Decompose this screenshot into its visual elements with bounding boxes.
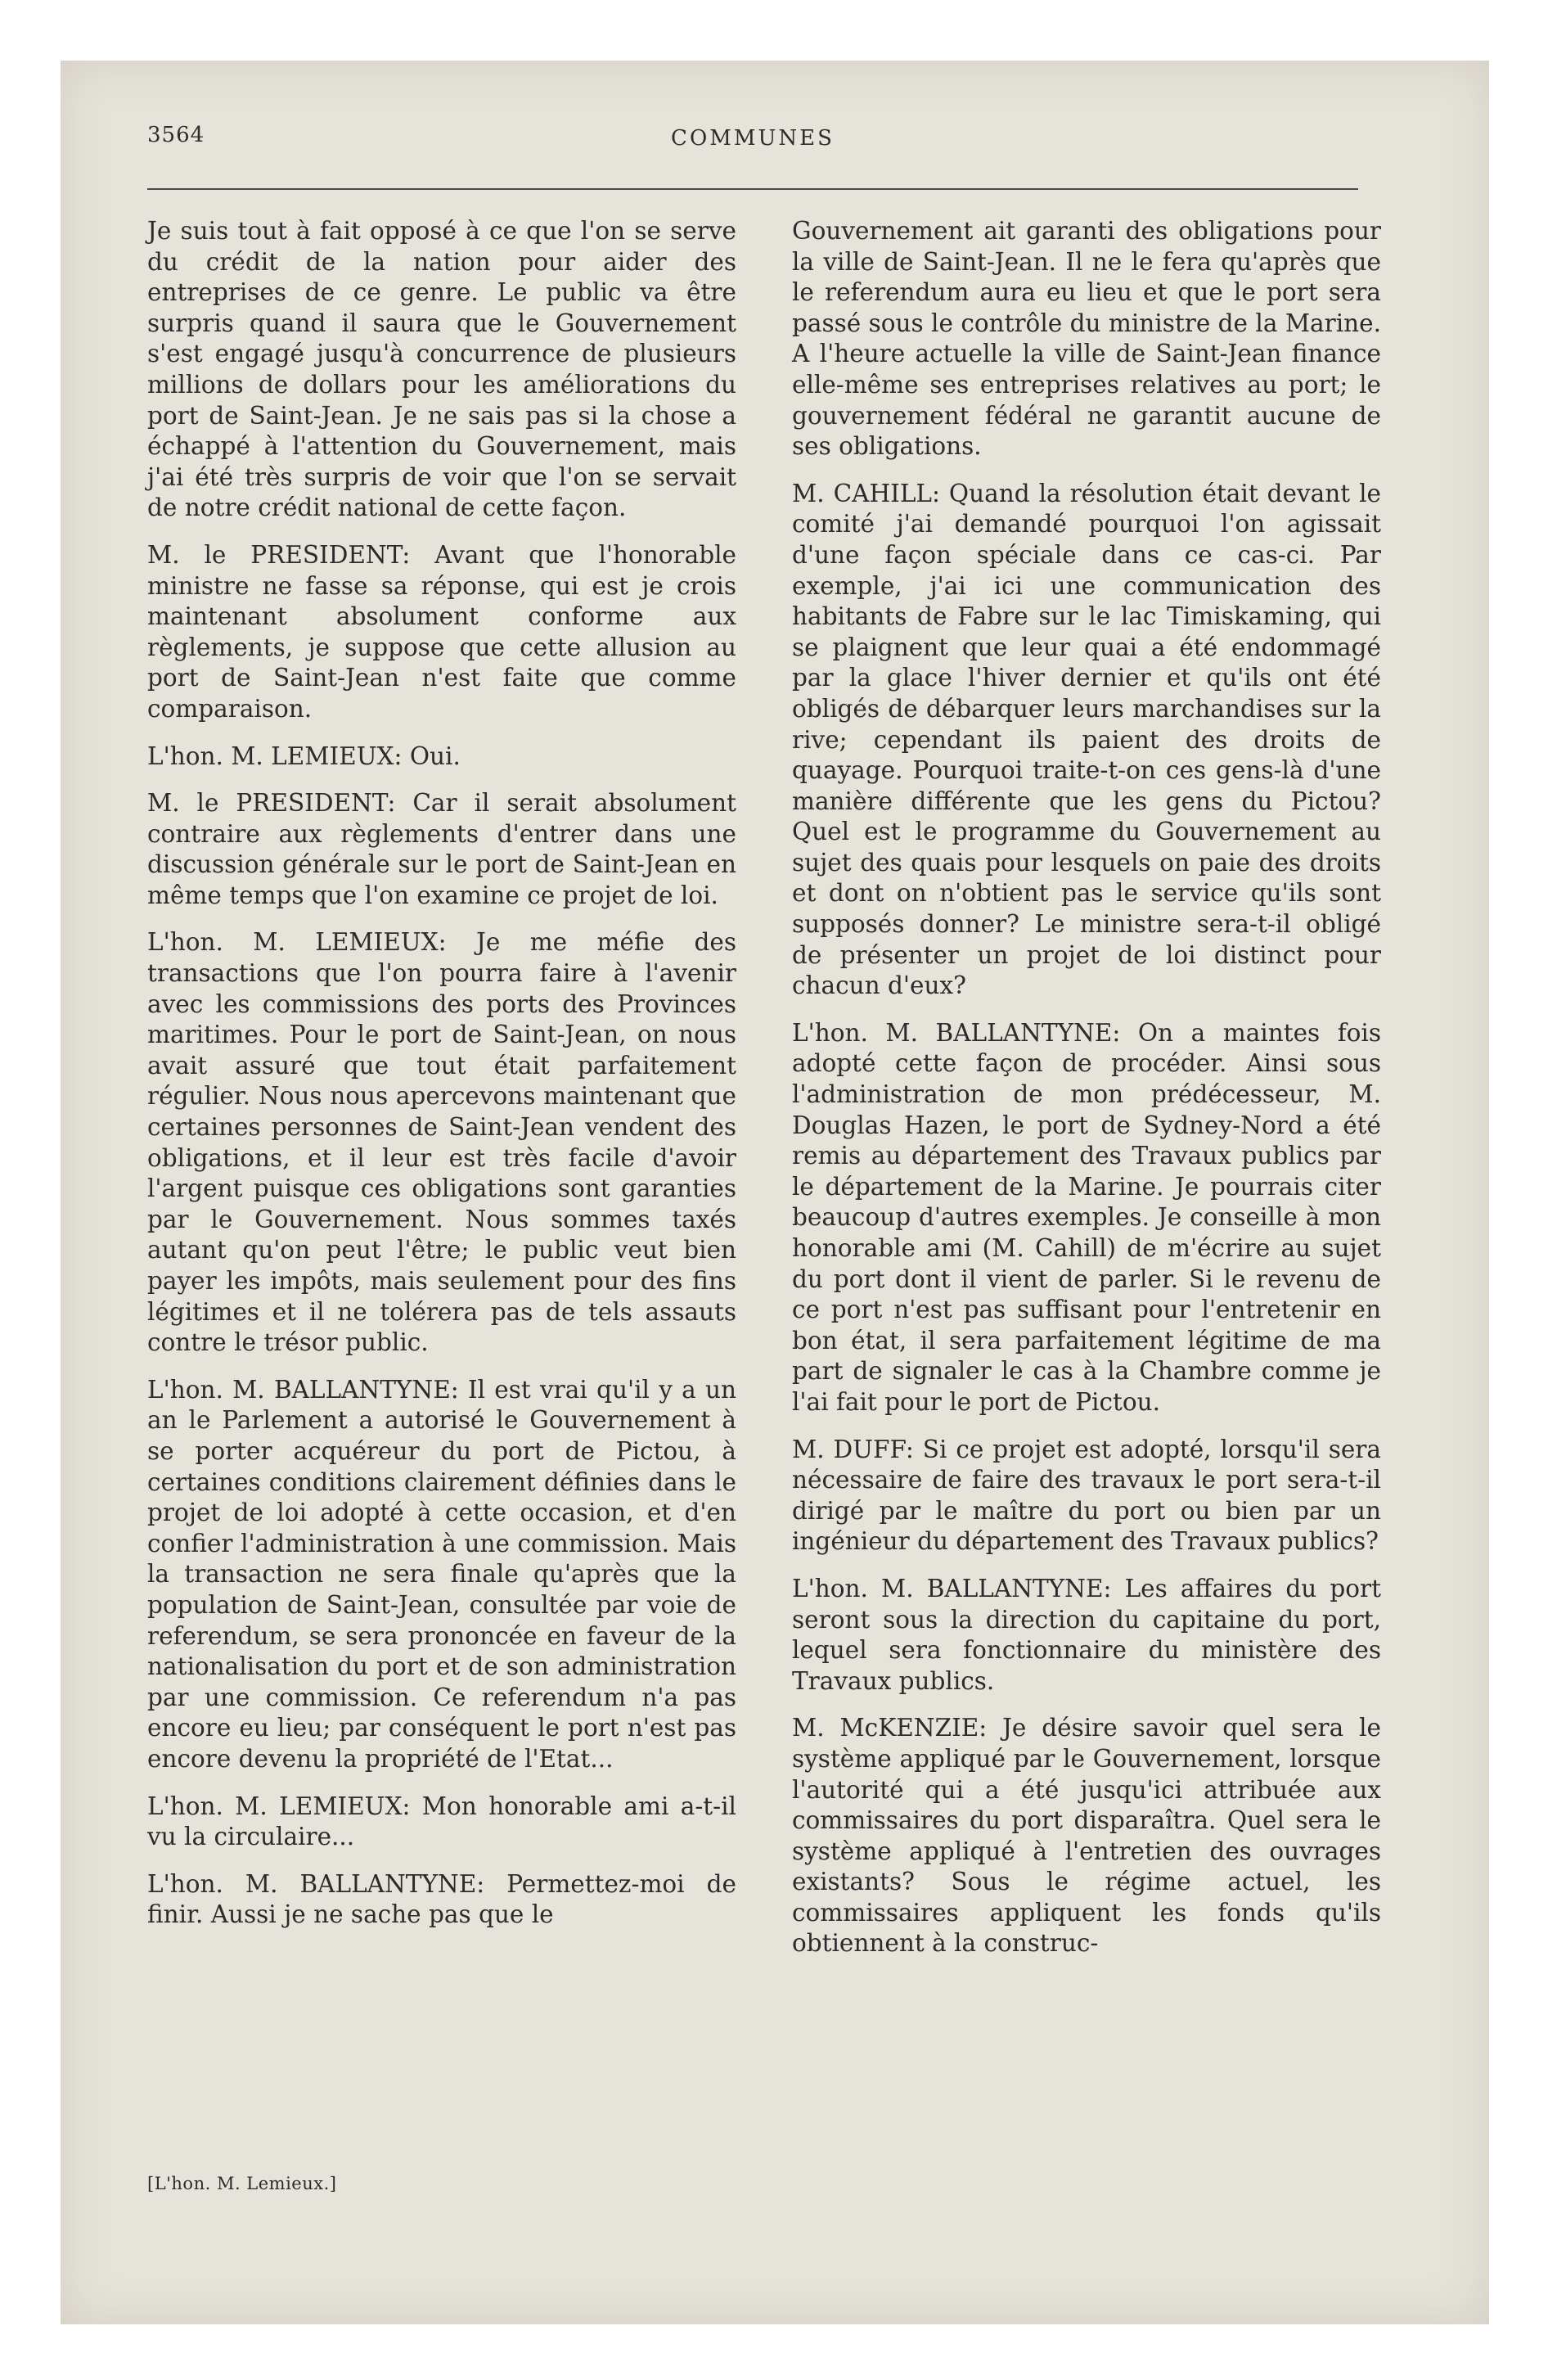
paragraph: M. le PRESIDENT: Car il serait absolument contraire aux règlements d'entrer dans une discussion générale sur le port de Saint-Jean en même temps que l'on examine ce projet de loi. [147,789,736,909]
page-header [147,123,1358,159]
paragraph: L'hon. M. LEMIEUX: Je me méfie des transactions que l'on pourra faire à l'avenir avec les commissions des ports des Provinces maritimes. Pour le port de Saint-Jean, on nous avait assuré que tout était parfaitement régulier. Nous nous apercevons maintenant que certaines personnes de Saint-Jean vendent des obligations, et il leur est très facile d'avoir l'argent puisque ces obligations sont garanties par le Gouvernement. Nous sommes taxés autant qu'on peut l'être; le public veut bien payer les impôts, mais seulement pour des fins légitimes et il ne tolérera pas de tels assauts contre le trésor public. [147,928,736,1357]
paragraph: M. DUFF: Si ce projet est adopté, lorsqu'il sera nécessaire de faire des travaux le port sera-t-il dirigé par le maître du port ou bien par un ingénieur du département des Travaux publics? [792,1435,1381,1556]
paragraph: L'hon. M. BALLANTYNE: On a maintes fois adopté cette façon de procéder. Ainsi sous l'administration de mon prédécesseur, M. Douglas Hazen, le port de Sydney-Nord a été remis au département des Travaux publics par le département de la Marine. Je pourrais citer beaucoup d'autres exemples. Je conseille à mon honorable ami (M. Cahill) de m'écrire au sujet du port dont il vient de parler. Si le revenu de ce port n'est pas suffisant pour l'entretenir en bon état, il sera parfaitement légitime de ma part de signaler le cas à la Chambre comme je l'ai fait pour le port de Pictou. [792,1018,1381,1416]
paragraph: L'hon. M. BALLANTYNE: Les affaires du port seront sous la direction du capitaine du port, lequel sera fonctionnaire du ministère des Travaux publics. [792,1574,1381,1695]
paragraph: M. le PRESIDENT: Avant que l'honorable ministre ne fasse sa réponse, qui est je crois maintenant absolument conforme aux règlements, je suppose que cette allusion au port de Saint-Jean n'est faite que comme comparaison. [147,540,736,723]
paragraph: M. McKENZIE: Je désire savoir quel sera le système appliqué par le Gouvernement, lorsque l'autorité qui a été jusqu'ici attribuée aux commissaires du port disparaîtra. Quel sera le système appliqué à l'entretien des ouvrages existants? Sous le régime actuel, les commissaires appliquent les fonds qu'ils obtiennent à la construc- [792,1714,1381,1958]
paragraph: Je suis tout à fait opposé à ce que l'on se serve du crédit de la nation pour aider des entreprises de ce genre. Le public va être surpris quand il saura que le Gouvernement s'est engagé jusqu'à concurrence de plusieurs millions de dollars pour les améliorations du port de Saint-Jean. Je ne sais pas si la chose a échappé à l'attention du Gouvernement, mais j'ai été très surpris de voir que l'on se servait de notre crédit national de cette façon. [147,217,736,522]
paragraph: Gouvernement ait garanti des obligations pour la ville de Saint-Jean. Il ne le fera qu'après que le referendum aura eu lieu et que le port sera passé sous le contrôle du ministre de la Marine. A l'heure actuelle la ville de Saint-Jean finance elle-même ses entreprises relatives au port; le gouvernement fédéral ne garantit aucune de ses obligations. [792,217,1381,461]
right-column [792,216,1381,1976]
header-rule [147,188,1358,190]
left-column [147,216,736,1947]
paragraph: M. CAHILL: Quand la résolution était devant le comité j'ai demandé pourquoi l'on agissait d'une façon spéciale dans ce cas-ci. Par exemple, j'ai ici une communication des habitants de Fabre sur le lac Timiskaming, qui se plaignent que leur quai a été endommagé par la glace l'hiver dernier et qu'ils ont été obligés de débarquer leurs marchandises sur la rive; cependant ils paient des droits de quayage. Pourquoi traite-t-on ces gens-là d'une manière différente que les gens du Pictou? Quel est le programme du Gouvernement au sujet des quais pour lesquels on paie des droits et dont on n'obtient pas le service qu'ils sont supposés donner? Le ministre sera-t-il obligé de présenter un projet de loi distinct pour chacun d'eux? [792,479,1381,1000]
paragraph: L'hon. M. LEMIEUX: Oui. [147,741,461,770]
running-head: COMMUNES [671,126,835,151]
footnote: [L'hon. M. Lemieux.] [147,2174,337,2193]
paragraph: L'hon. M. BALLANTYNE: Permettez-moi de finir. Aussi je ne sache pas que le [147,1869,736,1929]
page-number: 3564 [147,123,205,147]
paragraph: L'hon. M. BALLANTYNE: Il est vrai qu'il y a un an le Parlement a autorisé le Gouvernement à se porter acquéreur du port de Pictou, à certaines conditions clairement définies dans le projet de loi adopté à cette occasion, et d'en confier l'administration à une commission. Mais la transaction ne sera finale qu'après que la population de Saint-Jean, consultée par voie de referendum, se sera prononcée en faveur de la nationalisation du port et de son administration par une commission. Ce referendum n'a pas encore eu lieu; par conséquent le port n'est pas encore devenu la propriété de l'Etat... [147,1375,736,1773]
paragraph: L'hon. M. LEMIEUX: Mon honorable ami a-t-il vu la circulaire... [147,1792,736,1851]
